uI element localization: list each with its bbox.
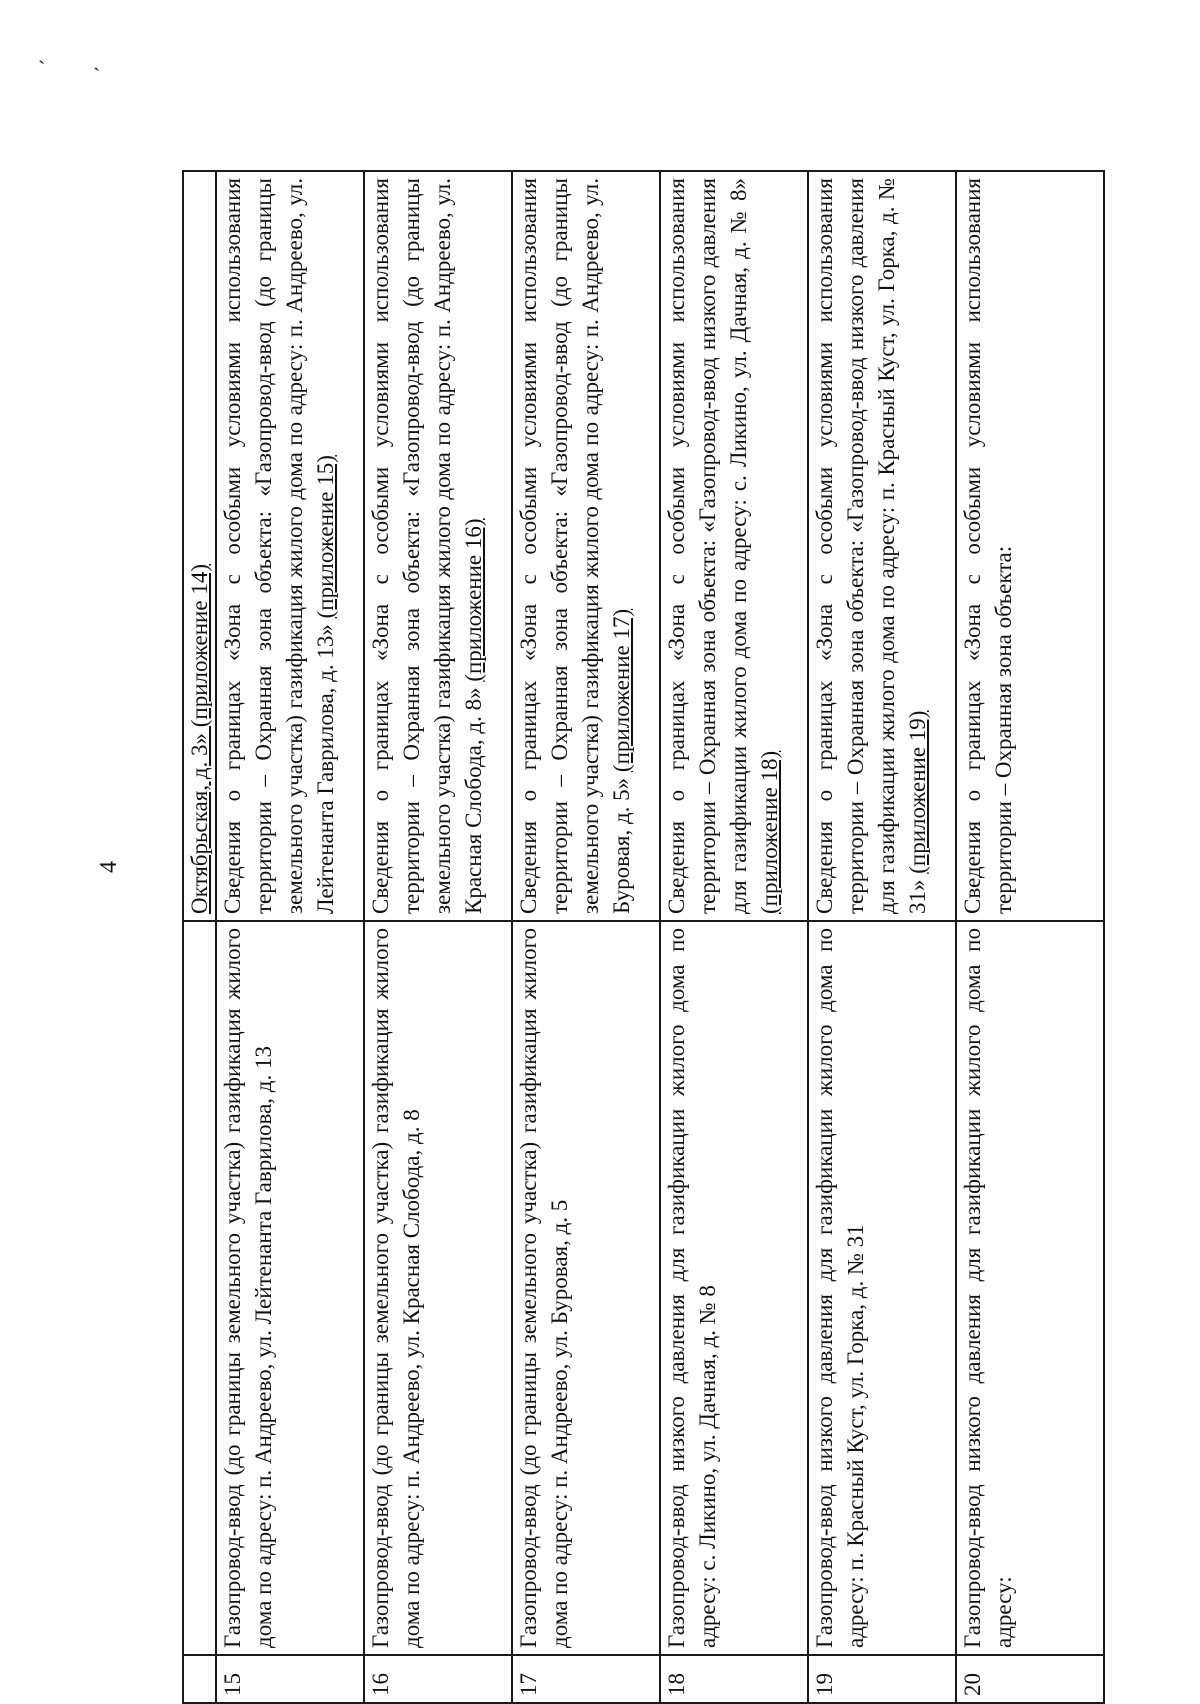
continuation-row bbox=[183, 171, 216, 1703]
object-description: Газопровод-ввод низкого давления для газификации жилого дома по адресу: bbox=[956, 921, 1104, 1655]
zone-text: Сведения о границах «Зона с особыми условиями использования территории – Охранная зона объекта: «Газопровод-ввод низкого давления для газификации жилого дома по адресу: с. Ликино, ул. Дачная, д. № 8» bbox=[664, 178, 751, 914]
object-description: Газопровод-ввод низкого давления для газификации жилого дома по адресу: с. Ликино, ул. Дачная, д. № 8 bbox=[660, 921, 808, 1655]
object-description: Газопровод-ввод (до границы земельного участка) газификация жилого дома по адресу: п. Андреево, ул. Буровая, д. 5 bbox=[512, 921, 660, 1655]
zone-text: Сведения о границах «Зона с особыми условиями использования территории – Охранная зона объекта: bbox=[960, 178, 1016, 914]
row-number: 19 bbox=[808, 1655, 956, 1703]
appendix-reference: (приложение 17) bbox=[609, 608, 634, 773]
scan-speck: ˏ bbox=[93, 46, 101, 71]
zone-text: Сведения о границах «Зона с особыми условиями использования территории – Охранная зона объекта: «Газопровод-ввод (до границы земельного участка) газификация жилого дома по адресу: п. Андреево, ул. Буровая, д. 5» bbox=[516, 178, 634, 914]
table-row bbox=[364, 171, 512, 1703]
object-cell bbox=[183, 921, 216, 1655]
row-number: 17 bbox=[512, 1655, 660, 1703]
table-row bbox=[956, 171, 1104, 1703]
appendix-reference: (приложение 19) bbox=[905, 710, 930, 874]
table-row bbox=[512, 171, 660, 1703]
table-row bbox=[808, 171, 956, 1703]
object-description: Газопровод-ввод (до границы земельного участка) газификация жилого дома по адресу: п. Андреево, ул. Красная Слобода, д. 8 bbox=[364, 921, 512, 1655]
table-row bbox=[216, 171, 364, 1703]
appendix-reference: (приложение 15) bbox=[313, 455, 338, 619]
row-number: 18 bbox=[660, 1655, 808, 1703]
scan-speck: ˋ bbox=[38, 56, 46, 81]
row-number: 16 bbox=[364, 1655, 512, 1703]
zones-table bbox=[182, 170, 1105, 1704]
zone-description bbox=[216, 171, 364, 921]
num-cell bbox=[183, 1655, 216, 1703]
rotated-table-area bbox=[182, 172, 1126, 1704]
zone-text: Сведения о границах «Зона с особыми условиями использования территории – Охранная зона объекта: «Газопровод-ввод низкого давления для газификации жилого дома по адресу: п. Красный Куст, ул. Горка, д. № 31» bbox=[812, 178, 930, 914]
zone-cell bbox=[183, 171, 216, 921]
page-number: 4 bbox=[96, 861, 122, 873]
appendix-reference: (приложение 18) bbox=[757, 750, 782, 914]
zone-text: Сведения о границах «Зона с особыми условиями использования территории – Охранная зона объекта: «Газопровод-ввод (до границы земельного участка) газификация жилого дома по адресу: п. Андреево, ул. Лейтенанта Гаврилова, д. 13» bbox=[220, 178, 338, 914]
zone-description bbox=[956, 171, 1104, 921]
zone-text: Сведения о границах «Зона с особыми условиями использования территории – Охранная зона объекта: «Газопровод-ввод (до границы земельного участка) газификация жилого дома по адресу: п. Андреево, ул. Красная Слобода, д. 8» bbox=[368, 178, 486, 914]
zone-description bbox=[808, 171, 956, 921]
continuation-text: Октябрьская, д. 3» (приложение 14) bbox=[187, 564, 212, 914]
appendix-reference: (приложение 16) bbox=[461, 518, 486, 682]
row-number: 20 bbox=[956, 1655, 1104, 1703]
table-row bbox=[660, 171, 808, 1703]
row-number: 15 bbox=[216, 1655, 364, 1703]
zone-description bbox=[364, 171, 512, 921]
object-description: Газопровод-ввод низкого давления для газификации жилого дома по адресу: п. Красный Куст, ул. Горка, д. № 31 bbox=[808, 921, 956, 1655]
zone-description bbox=[660, 171, 808, 921]
zone-description bbox=[512, 171, 660, 921]
object-description: Газопровод-ввод (до границы земельного участка) газификация жилого дома по адресу: п. Андреево, ул. Лейтенанта Гаврилова, д. 13 bbox=[216, 921, 364, 1655]
